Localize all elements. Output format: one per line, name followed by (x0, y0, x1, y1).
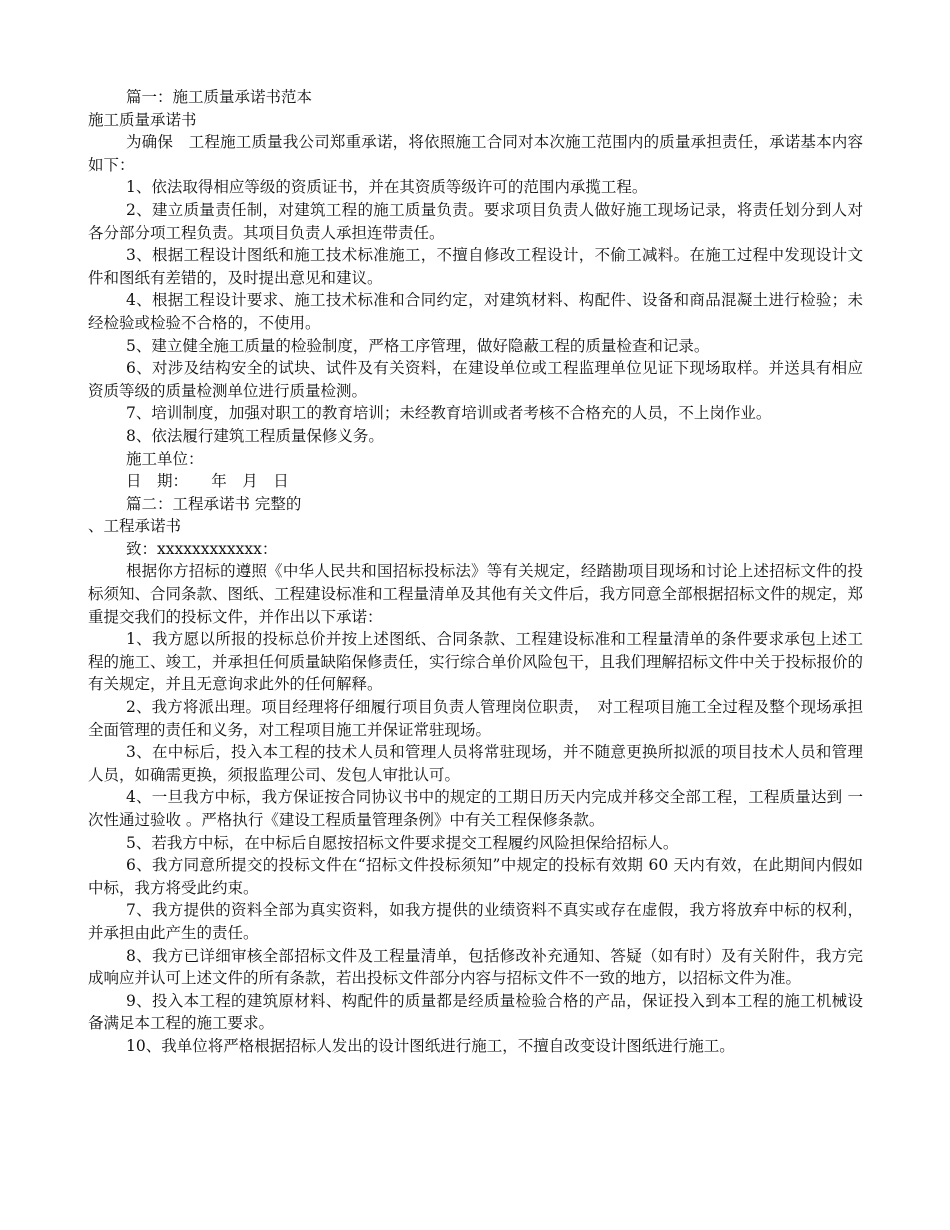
section1-item: 3、根据工程设计图纸和施工技术标准施工，不擅自修改工程设计，不偷工减料。在施工过程中发现设计文件和图纸有差错的，及时提出意见和建议。 (88, 246, 863, 287)
section2-item: 9、投入本工程的建筑原材料、构配件的质量都是经质量检验合格的产品，保证投入到本工程的施工机械设备满足本工程的施工要求。 (88, 991, 863, 1033)
section1-item: 6、对涉及结构安全的试块、试件及有关资料，在建设单位或工程监理单位见证下现场取样。并送具有相应资质等级的质量检测单位进行质量检测。 (88, 359, 863, 400)
section2-item: 6、我方同意所提交的投标文件在“招标文件投标须知”中规定的投标有效期 60 天内有效，在此期间内假如中标，我方将受此约束。 (88, 856, 863, 897)
section2-item: 8、我方已详细审核全部招标文件及工程量清单，包括修改补充通知、答疑（如有时）及有关附件，我方完成响应并认可上述文件的所有条款，若出投标文件部分内容与招标文件不一致的地方，以招标文件为准。 (88, 946, 863, 988)
section2-item: 10、我单位将严格根据招标人发出的设计图纸进行施工，不擅自改变设计图纸进行施工。 (126, 1036, 735, 1055)
section2-item: 5、若我方中标，在中标后自愿按招标文件要求提交工程履约风险担保给招标人。 (126, 833, 679, 852)
section2-intro: 根据你方招标的遵照《中华人民共和国招标投标法》等有关规定，经踏勘项目现场和讨论上述招标文件的投标须知、合同条款、图纸、工程建设标准和工程量清单及其他有关文件后，我方同意全部根据招标文件的规定，郑重提交我们的投标文件，并作出以下承诺： (88, 562, 864, 626)
section1-item: 7、培训制度，加强对职工的教育培训；未经教育培训或者考核不合格充的人员，不上岗作业。 (126, 404, 772, 423)
date-line: 日 期： 年 月 日 (126, 472, 289, 491)
section1-item: 4、根据工程设计要求、施工技术标准和合同约定，对建筑材料、构配件、设备和商品混凝土进行检验；未经检验或检验不合格的，不使用。 (88, 291, 863, 332)
construction-unit-label: 施工单位： (126, 449, 204, 468)
section2-item: 7、我方提供的资料全部为真实资料，如我方提供的业绩资料不真实或存在虚假，我方将放弃中标的权利，并承担由此产生的责任。 (88, 901, 863, 942)
section1-heading: 篇一：施工质量承诺书范本 (126, 88, 313, 106)
section1-item: 8、依法履行建筑工程质量保修义务。 (126, 426, 384, 445)
section2-item: 1、我方愿以所报的投标总价并按上述图纸、合同条款、工程建设标准和工程量清单的条件要求承包上述工程的施工、竣工，并承担任何质量缺陷保修责任，实行综合单价风险包干，且我们理解招标文件中关于投标报价的有关规定，并且无意询求此外的任何解释。 (88, 630, 864, 694)
section1-item: 5、建立健全施工质量的检验制度，严格工序管理，做好隐蔽工程的质量检查和记录。 (126, 336, 710, 355)
section2-title: 、工程承诺书 (88, 517, 182, 536)
section1-title: 施工质量承诺书 (88, 110, 197, 129)
section1-intro: 为确保 工程施工质量我公司郑重承诺，将依照施工合同对本次施工范围内的质量承担责任，承诺基本内容如下： (88, 133, 863, 174)
section2-item: 2、我方将派出理。项目经理将仔细履行项目负责人管理岗位职责， 对工程项目施工全过程及整个现场承担全面管理的责任和义务，对工程项目施工并保证常驻现场。 (88, 698, 863, 739)
section1-item: 2、建立质量责任制，对建筑工程的施工质量负责。要求项目负责人做好施工现场记录，将责任划分到人对各分部分项工程负责。其项目负责人承担连带责任。 (88, 200, 863, 242)
section2-item: 4、一旦我方中标，我方保证按合同协议书中的规定的工期日历天内完成并移交全部工程，工程质量达到 一次性通过验收 。严格执行《建设工程质量管理条例》中有关工程保修条款。 (88, 788, 863, 829)
section1-item: 1、依法取得相应等级的资质证书，并在其资质等级许可的范围内承揽工程。 (126, 178, 648, 197)
section2-heading: 篇二：工程承诺书 完整的 (126, 494, 302, 513)
section2-item: 3、在中标后，投入本工程的技术人员和管理人员将常驻现场，并不随意更换所拟派的项目技术人员和管理人员，如确需更换，须报监理公司、发包人审批认可。 (88, 743, 863, 784)
section2-salutation: 致：xxxxxxxxxxxx： (126, 539, 278, 558)
document-page (88, 86, 863, 1058)
